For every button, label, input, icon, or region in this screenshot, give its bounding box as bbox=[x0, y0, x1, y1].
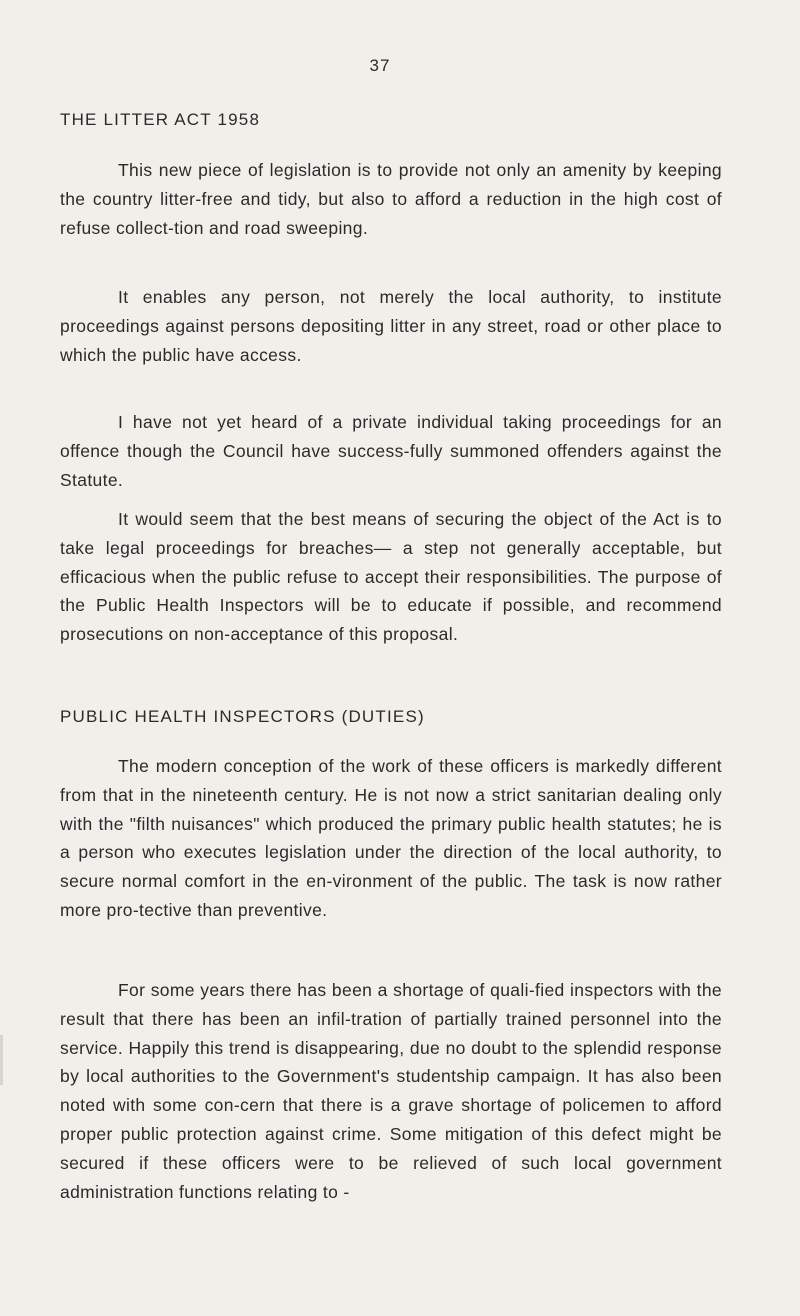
scan-edge-mark bbox=[0, 1035, 3, 1085]
section-heading-inspectors: PUBLIC HEALTH INSPECTORS (DUTIES) bbox=[60, 707, 425, 726]
paragraph-litter-act-3: I have not yet heard of a private individual taking proceedings for an offence though the Council have success-fully summoned offenders against the Statute. bbox=[60, 412, 722, 490]
paragraph-litter-act-1: This new piece of legislation is to provide not only an amenity by keeping the country litter-free and tidy, but also to afford a reduction in the high cost of refuse collect-tion and road sweeping. bbox=[60, 160, 722, 238]
paragraph-inspectors-1: The modern conception of the work of these officers is markedly different from that in the nineteenth century. He is not now a strict sanitarian dealing only with the "filth nuisances" which produced the primary public health statutes; he is a person who executes legislation under the direction of the local authority, to secure normal comfort in the en-vironment of the public. The task is now rather more pro-tective than preventive. bbox=[60, 756, 722, 920]
page-number: 37 bbox=[369, 56, 391, 75]
paragraph-litter-act-2: It enables any person, not merely the local authority, to institute proceedings against persons depositing litter in any street, road or other place to which the public have access. bbox=[60, 287, 722, 365]
section-heading-litter-act: THE LITTER ACT 1958 bbox=[60, 110, 261, 129]
paragraph-litter-act-4: It would seem that the best means of securing the object of the Act is to take legal proceedings for breaches— a step not generally acceptable, but efficacious when the public refuse to accept their responsibilities. The purpose of the Public Health Inspectors will be to educate if possible, and recommend prosecutions on non-acceptance of this proposal. bbox=[60, 509, 722, 645]
paragraph-inspectors-2: For some years there has been a shortage of quali-fied inspectors with the result that there has been an infil-tration of partially trained personnel into the service. Happily this trend is disappearing, due no doubt to the splendid response by local authorities to the Government's studentship campaign. It has also been noted with some con-cern that there is a grave shortage of policemen to afford proper public protection against crime. Some mitigation of this defect might be secured if these officers were to be relieved of such local government administration functions relating to - bbox=[60, 980, 722, 1202]
